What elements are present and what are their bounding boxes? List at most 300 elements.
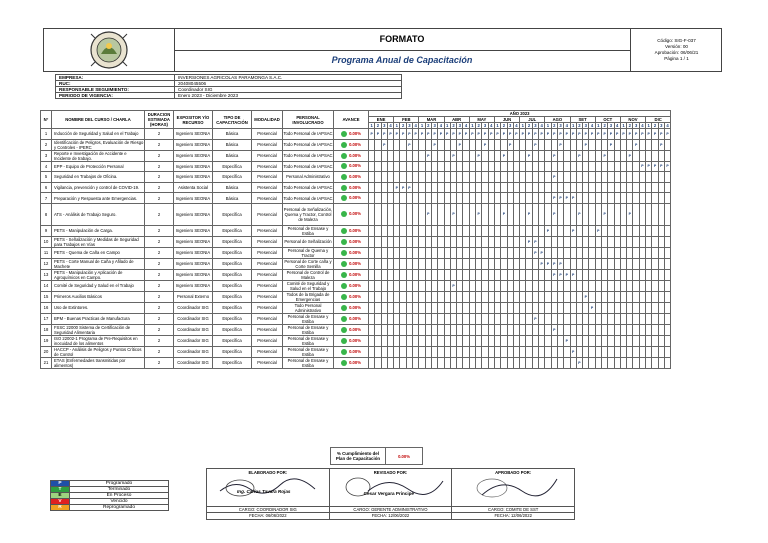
expositor: Ingeniero SEONIA xyxy=(174,280,213,291)
compliance-label: % Cumplimiento del Plan de Capacitación xyxy=(331,448,386,465)
training-type: Específica xyxy=(213,161,252,172)
week-header: 3 xyxy=(509,123,512,128)
schedule-cell: P xyxy=(601,129,607,140)
row-number: 4 xyxy=(41,161,52,172)
expositor: Coordinador SIG xyxy=(174,357,213,368)
table-row xyxy=(41,236,671,247)
table-row xyxy=(41,335,671,346)
progress-value: 0.00% xyxy=(349,360,361,366)
schedule-cell: P xyxy=(545,129,551,140)
table-row xyxy=(41,225,671,236)
row-number: 7 xyxy=(41,193,52,204)
schedule-cell: P xyxy=(564,193,570,204)
schedule-cell: P xyxy=(526,203,532,225)
progress-indicator-icon xyxy=(341,338,347,344)
compliance-value: 0.00% xyxy=(386,448,423,465)
personnel: Personal de Ensase y Estiba xyxy=(283,225,334,236)
duration-hours: 2 xyxy=(145,258,174,269)
schedule-cell: P xyxy=(520,129,526,140)
week-header: 3 xyxy=(458,123,461,128)
progress-indicator-icon xyxy=(341,294,347,300)
week-header: 1 xyxy=(571,123,575,128)
schedule-cell: P xyxy=(539,247,545,258)
progress-cell xyxy=(334,280,369,291)
schedule-cell: P xyxy=(539,129,545,140)
week-header: 1 xyxy=(496,123,499,128)
personnel: Todos de la Brigada de Emergencias xyxy=(283,291,334,302)
schedule-cell: P xyxy=(551,150,557,161)
course-name: EPP - Equipo de Protección Personal xyxy=(52,161,145,172)
company-seal-icon xyxy=(87,30,131,70)
personnel: Personal de Ensase y Estiba xyxy=(283,324,334,335)
table-row xyxy=(41,258,671,269)
week-header: 4 xyxy=(565,123,569,128)
schedule-cell xyxy=(664,247,670,258)
schedule-cell: P xyxy=(507,129,513,140)
schedule-cell: P xyxy=(633,139,639,150)
course-name: Inducción de Seguridad y Salud en el Trabajo xyxy=(52,129,145,140)
week-header: 2 xyxy=(553,123,556,128)
legend-row xyxy=(51,505,169,511)
course-name: HACCP - Análisis de Peligros y Puntos Críticos de Control xyxy=(52,346,145,357)
week-header: 4 xyxy=(464,123,468,128)
month-header: JUN xyxy=(494,117,519,123)
week-header: 1 xyxy=(395,123,398,128)
row-number: 8 xyxy=(41,203,52,225)
week-header: 3 xyxy=(609,123,613,128)
week-header: 2 xyxy=(527,123,531,128)
personnel: Todo Personal Administrativo xyxy=(283,302,334,313)
schedule-cell xyxy=(664,269,670,280)
personnel: Personal de Corte caña y Corte Semilla xyxy=(284,258,332,269)
progress-value: 0.00% xyxy=(349,152,361,158)
week-header: 1 xyxy=(420,123,424,128)
info-key: RUC: xyxy=(56,81,175,87)
progress-value: 0.00% xyxy=(349,316,361,322)
schedule-cell: P xyxy=(583,139,589,150)
duration-hours: 2 xyxy=(145,236,174,247)
info-key: EMPRESA: xyxy=(56,75,175,81)
modality: Presencial xyxy=(252,247,283,258)
progress-cell xyxy=(334,139,369,150)
week-header: 2 xyxy=(653,123,657,128)
progress-value: 0.00% xyxy=(349,195,361,201)
expositor: Ingeniero SEONIA xyxy=(174,139,213,150)
expositor: Ingeniero SEONIA xyxy=(174,236,213,247)
personnel: Personal de Ensase y Estiba xyxy=(283,313,334,324)
week-header: 3 xyxy=(584,123,587,128)
personnel: Todo Personal de IAPSAC xyxy=(283,161,334,172)
training-type: Específica xyxy=(213,291,252,302)
week-header: 2 xyxy=(401,123,405,128)
schedule-cell: P xyxy=(551,193,557,204)
progress-indicator-icon xyxy=(341,228,347,234)
duration-hours: 2 xyxy=(145,302,174,313)
month-header: MAR xyxy=(419,117,444,123)
progress-indicator-icon xyxy=(341,327,347,333)
progress-value: 0.00% xyxy=(349,250,361,256)
progress-indicator-icon xyxy=(341,239,347,245)
duration-hours: 2 xyxy=(145,225,174,236)
schedule-cell: P xyxy=(400,182,406,193)
progress-indicator-icon xyxy=(341,131,347,137)
week-header: 2 xyxy=(452,123,455,128)
course-name: ISO 22002-1 Programa de Pre-Requisitos en inocuidad de los alimentos xyxy=(52,335,145,346)
course-name: ATS - Análisis de Trabajo Seguro. xyxy=(52,203,145,225)
schedule-cell: P xyxy=(387,129,393,140)
signature-date: FECHA: 06/06/2022 xyxy=(207,512,329,519)
duration-hours: 2 xyxy=(145,161,174,172)
legend-code: T xyxy=(51,487,70,493)
modality: Presencial xyxy=(252,129,283,140)
schedule-cell xyxy=(664,258,670,269)
modality: Presencial xyxy=(252,280,283,291)
progress-indicator-icon xyxy=(341,250,347,256)
document-meta xyxy=(630,29,722,71)
modality: Presencial xyxy=(252,225,283,236)
progress-cell xyxy=(334,324,369,335)
progress-value: 0.00% xyxy=(349,294,361,300)
signer-charge: CARGO: COMITE DE SST xyxy=(452,506,574,513)
schedule-cell: P xyxy=(589,302,595,313)
month-header: NOV xyxy=(620,117,645,123)
column-header: AVANCE xyxy=(334,111,369,129)
signature-title: ELABORADO POR: xyxy=(248,470,288,475)
personnel: Todo Personal de IAPSAC xyxy=(283,139,334,150)
course-name: PETS - Manipulación de Carga. xyxy=(52,225,145,236)
schedule-cell: P xyxy=(381,129,387,140)
expositor: Ingeniero SEONIA xyxy=(174,258,213,269)
progress-value: 0.00% xyxy=(349,174,361,180)
training-type: Básica xyxy=(213,193,252,204)
week-header: 3 xyxy=(634,123,638,128)
legend-label: Reprogramado xyxy=(70,505,169,511)
signature-approved xyxy=(452,469,574,519)
progress-value: 0.00% xyxy=(349,338,361,344)
course-name: PETS - Manipulación y Aplicación de Agroquímicos en Campo. xyxy=(52,269,145,280)
schedule-cell xyxy=(664,346,670,357)
signature-stamp-icon xyxy=(462,475,572,499)
signature-prepared xyxy=(207,469,330,519)
column-header: NOMBRE DEL CURSO / CHARLA xyxy=(52,111,145,129)
signature-reviewed xyxy=(330,469,453,519)
month-header: DIC xyxy=(646,117,671,123)
modality: Presencial xyxy=(252,291,283,302)
signer-charge: CARGO: GERENTE ADMINISTRATIVO xyxy=(330,506,452,513)
signature-stamp-icon xyxy=(215,477,325,497)
course-name: Preparación y Respuesta ante Emergencias. xyxy=(52,193,145,204)
row-number: 16 xyxy=(41,302,52,313)
week-header: 4 xyxy=(666,123,669,128)
row-number: 15 xyxy=(41,291,52,302)
status-legend xyxy=(50,480,169,511)
progress-indicator-icon xyxy=(341,272,347,278)
progress-cell xyxy=(334,182,369,193)
schedule-cell: P xyxy=(633,129,639,140)
schedule-cell: P xyxy=(652,161,658,172)
signature-date: FECHA: 12/06/2022 xyxy=(330,512,452,519)
schedule-cell: P xyxy=(639,161,645,172)
schedule-cell: P xyxy=(513,129,519,140)
progress-indicator-icon xyxy=(341,283,347,289)
schedule-cell: P xyxy=(450,129,456,140)
course-name: Vigilancia, prevención y control de COVID-19. xyxy=(52,182,145,193)
training-type: Específica xyxy=(213,258,252,269)
progress-indicator-icon xyxy=(341,142,347,148)
modality: Presencial xyxy=(252,335,283,346)
week-header: 3 xyxy=(383,123,386,128)
personnel: Personal de Señalización xyxy=(283,236,334,247)
schedule-cell: P xyxy=(557,258,563,269)
expositor: Ingeniero SEONIA xyxy=(174,203,213,225)
signature-block xyxy=(206,468,575,520)
legend-code: P xyxy=(51,481,70,487)
signature-title: REVISADO POR: xyxy=(373,470,408,475)
column-header: DURACION ESTIMADA (HORAS) xyxy=(145,111,174,129)
modality: Presencial xyxy=(252,302,283,313)
schedule-cell: P xyxy=(551,258,557,269)
schedule-cell: P xyxy=(532,247,538,258)
schedule-cell: P xyxy=(413,129,419,140)
schedule-cell: P xyxy=(601,203,607,225)
duration-hours: 2 xyxy=(145,346,174,357)
expositor: Ingeniero SEONIA xyxy=(174,225,213,236)
progress-cell xyxy=(334,313,369,324)
schedule-cell: P xyxy=(608,139,614,150)
schedule-cell xyxy=(664,236,670,247)
personnel: Personal de Ensase y Estiba xyxy=(283,335,334,346)
month-header: OCT xyxy=(595,117,620,123)
expositor: Ingeniero SEONIA xyxy=(174,129,213,140)
course-name: ETAS (Enfermedades transmitidas por alimentos) xyxy=(52,357,145,368)
progress-indicator-icon xyxy=(341,349,347,355)
week-header: 3 xyxy=(534,123,537,128)
week-header: 1 xyxy=(521,123,524,128)
schedule-cell: P xyxy=(557,193,563,204)
schedule-cell: P xyxy=(463,129,469,140)
progress-cell xyxy=(334,247,369,258)
schedule-cell: P xyxy=(482,139,488,150)
week-header: 1 xyxy=(546,123,550,128)
week-header: 4 xyxy=(389,123,392,128)
schedule-cell: P xyxy=(369,129,375,140)
schedule-cell: P xyxy=(551,172,557,183)
week-header: 1 xyxy=(597,123,600,128)
table-row xyxy=(41,161,671,172)
training-type: Específica xyxy=(213,225,252,236)
schedule-cell: P xyxy=(589,129,595,140)
training-type: Específica xyxy=(213,236,252,247)
week-header: 2 xyxy=(628,123,631,128)
expositor: Coordinador SIG xyxy=(174,302,213,313)
training-schedule-table xyxy=(40,110,671,369)
week-header: 3 xyxy=(559,123,562,128)
schedule-cell xyxy=(664,182,670,193)
row-number: 13 xyxy=(41,269,52,280)
schedule-cell xyxy=(664,357,670,368)
expositor: Ingeniero SEONIA xyxy=(174,247,213,258)
schedule-cell: P xyxy=(601,150,607,161)
schedule-cell xyxy=(664,150,670,161)
schedule-cell: P xyxy=(608,129,614,140)
duration-hours: 2 xyxy=(145,172,174,183)
week-header: 2 xyxy=(477,123,480,128)
progress-value: 0.00% xyxy=(349,283,361,289)
week-header: 4 xyxy=(590,123,594,128)
schedule-cell: P xyxy=(557,269,563,280)
progress-value: 0.00% xyxy=(349,239,361,245)
schedule-cell: P xyxy=(501,150,507,161)
progress-value: 0.00% xyxy=(349,211,361,217)
info-value: Coordinador SIG xyxy=(175,87,402,93)
schedule-cell: P xyxy=(526,236,532,247)
personnel: Todo Personal de IAPSAC xyxy=(283,150,334,161)
expositor: Coordinador SIG xyxy=(174,346,213,357)
schedule-cell: P xyxy=(381,139,387,150)
column-header: PERSONAL INVOLUCRADO xyxy=(283,111,334,129)
month-header: ABR xyxy=(444,117,469,123)
expositor: Asistenta Social xyxy=(174,182,213,193)
schedule-cell xyxy=(664,335,670,346)
training-type: Específica xyxy=(213,313,252,324)
schedule-cell: P xyxy=(583,291,589,302)
table-row xyxy=(41,203,671,225)
schedule-cell: P xyxy=(583,129,589,140)
schedule-cell xyxy=(664,280,670,291)
training-type: Específica xyxy=(213,203,252,225)
schedule-cell: P xyxy=(646,161,652,172)
week-header: 4 xyxy=(515,123,518,128)
schedule-cell: P xyxy=(532,236,538,247)
row-number: 2 xyxy=(41,139,52,150)
modality: Presencial xyxy=(252,161,283,172)
schedule-cell: P xyxy=(457,139,463,150)
duration-hours: 2 xyxy=(145,357,174,368)
course-name: BPM - Buenas Practicas de Manufactura xyxy=(52,313,145,324)
course-name: PETS - Corte Manual de Caña y Afilado de Machete xyxy=(52,258,145,269)
expositor: Ingeniero SEONIA xyxy=(174,269,213,280)
schedule-cell: P xyxy=(664,161,670,172)
duration-hours: 2 xyxy=(145,139,174,150)
schedule-cell: P xyxy=(627,203,633,225)
training-type: Específica xyxy=(213,335,252,346)
schedule-cell: P xyxy=(564,129,570,140)
progress-value: 0.00% xyxy=(349,184,361,190)
schedule-cell: P xyxy=(627,129,633,140)
table-row xyxy=(41,280,671,291)
schedule-cell: P xyxy=(469,129,475,140)
training-type: Específica xyxy=(213,346,252,357)
row-number: 20 xyxy=(41,346,52,357)
duration-hours: 2 xyxy=(145,203,174,225)
course-name: FSSC 22000 Sistema de Certificación de Seguridad Alimentaria xyxy=(52,324,145,335)
schedule-cell: P xyxy=(501,203,507,225)
training-type: Específica xyxy=(213,357,252,368)
expositor: Coordinador SIG xyxy=(174,335,213,346)
legend-label: Programado xyxy=(70,481,169,487)
schedule-cell: P xyxy=(646,129,652,140)
schedule-cell: P xyxy=(570,346,576,357)
progress-cell xyxy=(334,335,369,346)
document-header xyxy=(43,28,722,72)
schedule-cell: P xyxy=(488,129,494,140)
progress-indicator-icon xyxy=(341,195,347,201)
training-type: Específica xyxy=(213,269,252,280)
progress-value: 0.00% xyxy=(349,349,361,355)
row-number: 12 xyxy=(41,258,52,269)
duration-hours: 2 xyxy=(145,335,174,346)
personnel: Personal Administrativo xyxy=(283,172,334,183)
schedule-cell xyxy=(664,302,670,313)
personnel: Comité de Seguridad y Salud en el Trabajo xyxy=(283,280,334,291)
modality: Presencial xyxy=(252,269,283,280)
table-row xyxy=(41,139,671,150)
row-number: 19 xyxy=(41,335,52,346)
schedule-cell: P xyxy=(576,150,582,161)
legend-code: R xyxy=(51,505,70,511)
personnel: Personal de Ensase y Estiba xyxy=(283,346,334,357)
row-number: 17 xyxy=(41,313,52,324)
progress-cell xyxy=(334,150,369,161)
week-header: 1 xyxy=(370,123,373,128)
week-header: 1 xyxy=(446,123,449,128)
table-row xyxy=(41,150,671,161)
modality: Presencial xyxy=(252,193,283,204)
schedule-cell: P xyxy=(457,129,463,140)
duration-hours: 2 xyxy=(145,247,174,258)
table-row xyxy=(41,357,671,368)
week-header: 1 xyxy=(622,123,625,128)
schedule-cell: P xyxy=(425,150,431,161)
row-number: 18 xyxy=(41,324,52,335)
schedule-cell: P xyxy=(450,150,456,161)
personnel: Personal de Quema y Tractor xyxy=(283,247,334,258)
progress-indicator-icon xyxy=(341,261,347,267)
expositor: Ingeniero SEONIA xyxy=(174,161,213,172)
schedule-cell: P xyxy=(658,129,664,140)
week-header: 2 xyxy=(578,123,581,128)
duration-hours: 2 xyxy=(145,280,174,291)
row-number: 11 xyxy=(41,247,52,258)
schedule-cell: P xyxy=(476,150,482,161)
expositor: Ingeniero SEONIA xyxy=(174,172,213,183)
table-row xyxy=(41,346,671,357)
schedule-cell: P xyxy=(627,150,633,161)
legend-code: V xyxy=(51,499,70,505)
schedule-cell: P xyxy=(551,129,557,140)
modality: Presencial xyxy=(252,172,283,183)
schedule-cell: P xyxy=(425,203,431,225)
course-name: Seguridad en Trabajos de Oficina. xyxy=(52,172,145,183)
schedule-cell: P xyxy=(532,129,538,140)
duration-hours: 2 xyxy=(145,269,174,280)
progress-indicator-icon xyxy=(341,153,347,159)
progress-cell xyxy=(334,161,369,172)
schedule-cell xyxy=(664,225,670,236)
schedule-cell: P xyxy=(450,280,456,291)
schedule-cell xyxy=(664,291,670,302)
week-header: 1 xyxy=(647,123,650,128)
schedule-cell: P xyxy=(557,129,563,140)
schedule-cell: P xyxy=(664,129,670,140)
schedule-cell: P xyxy=(476,129,482,140)
legend-label: Vencido xyxy=(70,499,169,505)
modality: Presencial xyxy=(252,182,283,193)
schedule-cell xyxy=(664,203,670,225)
personnel: Todo Personal de IAPSAC xyxy=(283,129,334,140)
column-header: N° xyxy=(41,111,52,129)
month-header: SET xyxy=(570,117,595,123)
